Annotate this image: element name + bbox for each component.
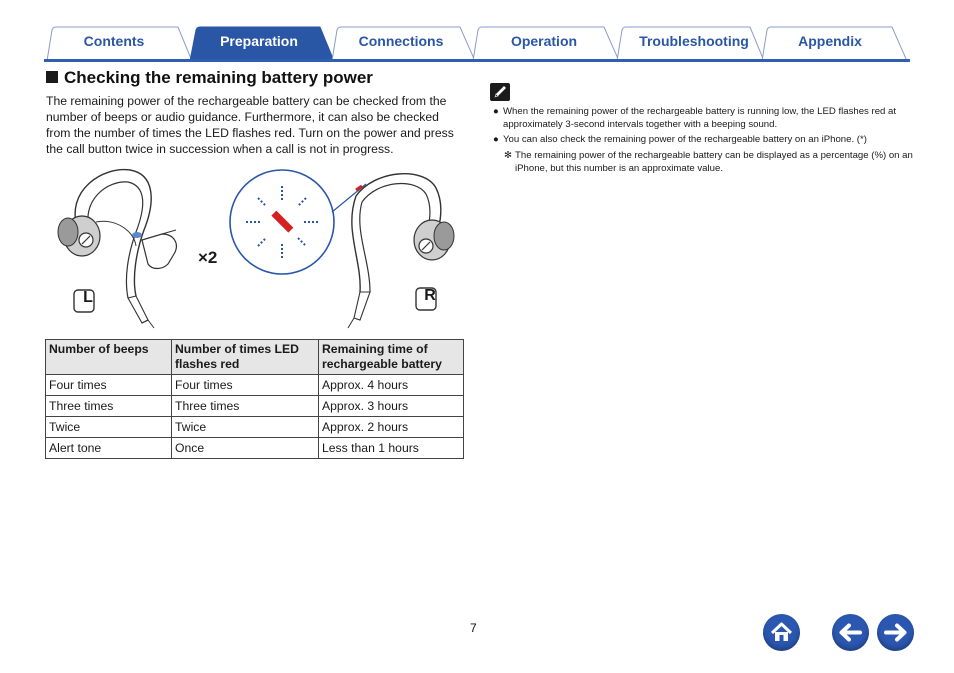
back-button[interactable] (832, 614, 869, 651)
note-item (493, 133, 913, 146)
tab-appendix[interactable]: Appendix (798, 33, 862, 49)
section-heading (46, 68, 373, 88)
forward-button[interactable] (877, 614, 914, 651)
table-cell: Approx. 4 hours (319, 375, 464, 396)
header-rule (44, 59, 910, 62)
table-row (46, 375, 464, 396)
intro-paragraph: The remaining power of the rechargeable battery can be checked from the number of beeps or audio guidance. Furthermore, it can also be checked from the number of times the LED flashes red. Turn on the power and press the call button twice in succession when a call is not in progress. (46, 94, 454, 156)
sub-note (493, 149, 913, 175)
right-label: R (424, 287, 436, 304)
table-row (46, 396, 464, 417)
notes-list (493, 105, 913, 175)
press-count: ×2 (198, 248, 218, 267)
note-text: You can also check the remaining power of the rechargeable battery on an iPhone. (*) (503, 134, 867, 145)
table-header-row (46, 340, 464, 375)
table-row (46, 417, 464, 438)
table-row (46, 438, 464, 459)
note-text: When the remaining power of the rechargeable battery is running low, the LED flashes red at approximately 3-second intervals together with a beeping sound. (503, 106, 897, 130)
table-cell: Three times (46, 396, 172, 417)
bullet: ● (493, 106, 499, 117)
sub-note-text: The remaining power of the rechargeable battery can be displayed as a percentage (%) on an iPhone, but this number is an approximate value. (515, 150, 913, 174)
table-cell: Twice (46, 417, 172, 438)
table-cell: Alert tone (46, 438, 172, 459)
forward-arrow-icon (877, 614, 914, 651)
tab-bar (44, 26, 910, 62)
left-label: L (83, 289, 93, 306)
sub-note-marker: ✻ (504, 150, 513, 161)
table-cell: Four times (172, 375, 319, 396)
tab-troubleshooting[interactable]: Troubleshooting (639, 33, 749, 49)
back-arrow-icon (832, 614, 869, 651)
table-cell: Once (172, 438, 319, 459)
pencil-icon (490, 83, 510, 101)
page-number: 7 (470, 621, 477, 635)
battery-table (45, 339, 464, 459)
header-beeps: Number of beeps (46, 340, 172, 375)
table-cell: Twice (172, 417, 319, 438)
bullet: ● (493, 134, 499, 145)
section-title: Checking the remaining battery power (64, 68, 373, 87)
table-cell: Three times (172, 396, 319, 417)
tab-operation[interactable]: Operation (510, 33, 578, 49)
header-remaining: Remaining time of rechargeable battery (319, 340, 464, 375)
table-cell: Approx. 2 hours (319, 417, 464, 438)
header-led: Number of times LED flashes red (172, 340, 319, 375)
table-cell: Four times (46, 375, 172, 396)
earphone-illustration (44, 160, 464, 332)
table-cell: Less than 1 hours (319, 438, 464, 459)
table-cell: Approx. 3 hours (319, 396, 464, 417)
home-icon (763, 614, 800, 651)
tab-preparation[interactable]: Preparation (220, 33, 298, 49)
tab-connections[interactable]: Connections (358, 33, 444, 49)
tab-contents[interactable]: Contents (83, 33, 145, 49)
home-button[interactable] (763, 614, 800, 651)
heading-square-icon (46, 71, 58, 83)
note-item (493, 105, 913, 131)
